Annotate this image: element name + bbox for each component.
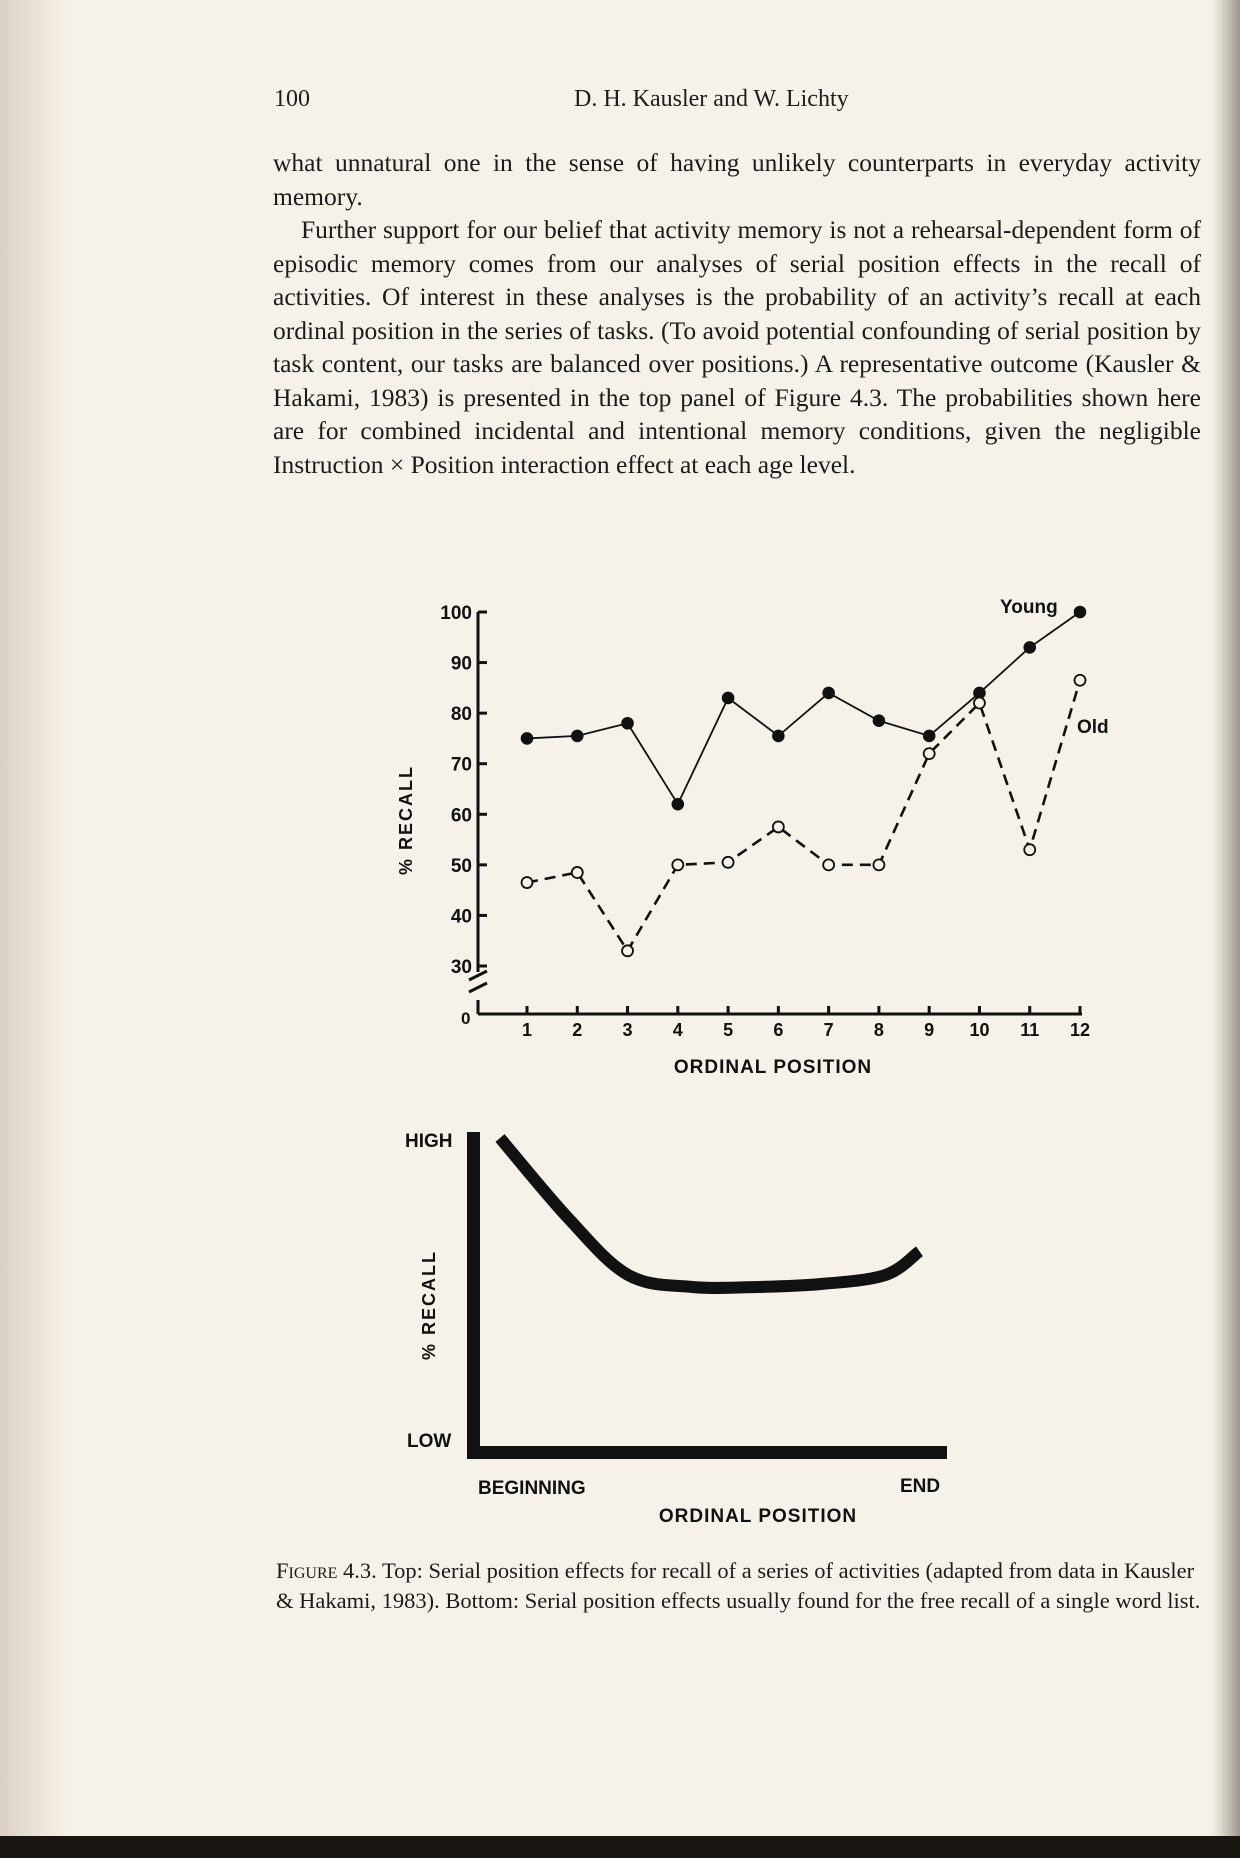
y-tick-label-high: HIGH (405, 1131, 453, 1152)
y-tick-label: 90 (450, 653, 472, 675)
top-chart (396, 597, 1109, 1078)
x-axis-label: ORDINAL POSITION (673, 1057, 873, 1078)
data-point-old (572, 867, 583, 878)
data-point-young (773, 730, 785, 742)
caption-label: Figure 4.3. (276, 1558, 377, 1583)
x-axis-line (467, 1446, 947, 1459)
x-tick-label: 1 (521, 1020, 533, 1040)
data-point-young (571, 730, 583, 742)
data-point-old (974, 698, 985, 709)
x-tick-label: 10 (969, 1020, 990, 1040)
x-tick-label: 5 (723, 1020, 734, 1040)
data-point-old (1024, 844, 1035, 855)
x-tick-label: 9 (924, 1020, 935, 1040)
series-line-young (527, 612, 1080, 804)
data-point-old (873, 859, 884, 870)
y-tick-label-low: LOW (407, 1431, 452, 1452)
series-points (521, 606, 1086, 956)
page-number: 100 (274, 86, 310, 112)
data-point-young (823, 687, 835, 699)
data-point-young (1074, 606, 1086, 618)
data-point-old (773, 821, 784, 832)
data-point-old (823, 859, 834, 870)
y-tick-label: 40 (450, 906, 472, 928)
x-tick-label-end: END (900, 1476, 941, 1497)
data-point-old (1075, 675, 1086, 686)
data-point-young (622, 717, 634, 729)
paragraph: Further support for our belief that activity memory is not a rehearsal-dependent form of episodic memory comes from our analyses of serial position effects in the recall of activities. Of interest in these analyses is the probability of an activity’s recall at each ordinal position in the series of tasks. (To avoid potential confounding of serial position by task content, our tasks are balanced over positions.) A representative outcome (Kausler & Hakami, 1983) is presented in the top panel of Figure 4.3. The probabilities shown here are for combined incidental and intentional memory conditions, given the negligible Instruction × Position interaction effect at each age level. (273, 215, 1201, 479)
x-tick-label: 6 (773, 1020, 784, 1040)
data-point-young (672, 798, 684, 810)
series-label-young: Young (1000, 597, 1058, 618)
x-tick-label: 7 (823, 1020, 834, 1040)
y-tick-label: 60 (450, 805, 472, 827)
caption-text: Top: Serial position effects for recall of a series of activities (adapted from data in Kausler & Hakami, 1983). Bottom: Serial position effects usually found for the free recall of a single word list. (276, 1558, 1201, 1613)
data-point-old (672, 859, 683, 870)
y-axis-label: % RECALL (396, 765, 416, 875)
serial-position-curve (500, 1138, 919, 1288)
x-tick-label: 2 (572, 1020, 583, 1040)
data-point-old (622, 945, 633, 956)
x-tick-label-beginning: BEGINNING (478, 1478, 586, 1499)
y-tick-label: 50 (450, 855, 472, 877)
x-tick-label: 8 (873, 1020, 884, 1040)
x-axis-label: ORDINAL POSITION (658, 1506, 858, 1527)
x-axis-ticks (522, 1006, 1090, 1040)
y-tick-label: 100 (440, 603, 472, 624)
running-title: D. H. Kausler and W. Lichty (574, 86, 849, 112)
y-tick-label: 30 (450, 957, 472, 978)
data-point-young (1024, 642, 1036, 654)
page-bottom-edge (0, 1836, 1240, 1858)
x-tick-label: 3 (622, 1020, 633, 1040)
data-point-young (722, 692, 734, 704)
series-label-old: Old (1077, 717, 1109, 738)
data-point-old (522, 877, 533, 888)
series-line-old (527, 680, 1080, 951)
y-axis-line (467, 1132, 480, 1458)
data-point-old (924, 748, 935, 759)
series-lines (527, 612, 1080, 951)
paragraph: what unnatural one in the sense of having unlikely counterparts in everyday activity memory. (273, 148, 1201, 211)
y-axis-label: % RECALL (419, 1250, 439, 1360)
data-point-young (521, 733, 533, 745)
y-axis-ticks (440, 603, 487, 978)
x-tick-label: 12 (1069, 1020, 1091, 1040)
data-point-young (923, 730, 935, 742)
bottom-chart (405, 1131, 947, 1527)
y-origin-label: 0 (461, 1009, 471, 1028)
figure-caption (276, 1556, 1204, 1616)
x-tick-label: 4 (672, 1020, 683, 1040)
data-point-young (873, 715, 885, 727)
y-tick-label: 80 (450, 704, 472, 726)
y-tick-label: 70 (450, 754, 472, 776)
data-point-old (723, 857, 734, 868)
x-tick-label: 11 (1020, 1020, 1040, 1040)
